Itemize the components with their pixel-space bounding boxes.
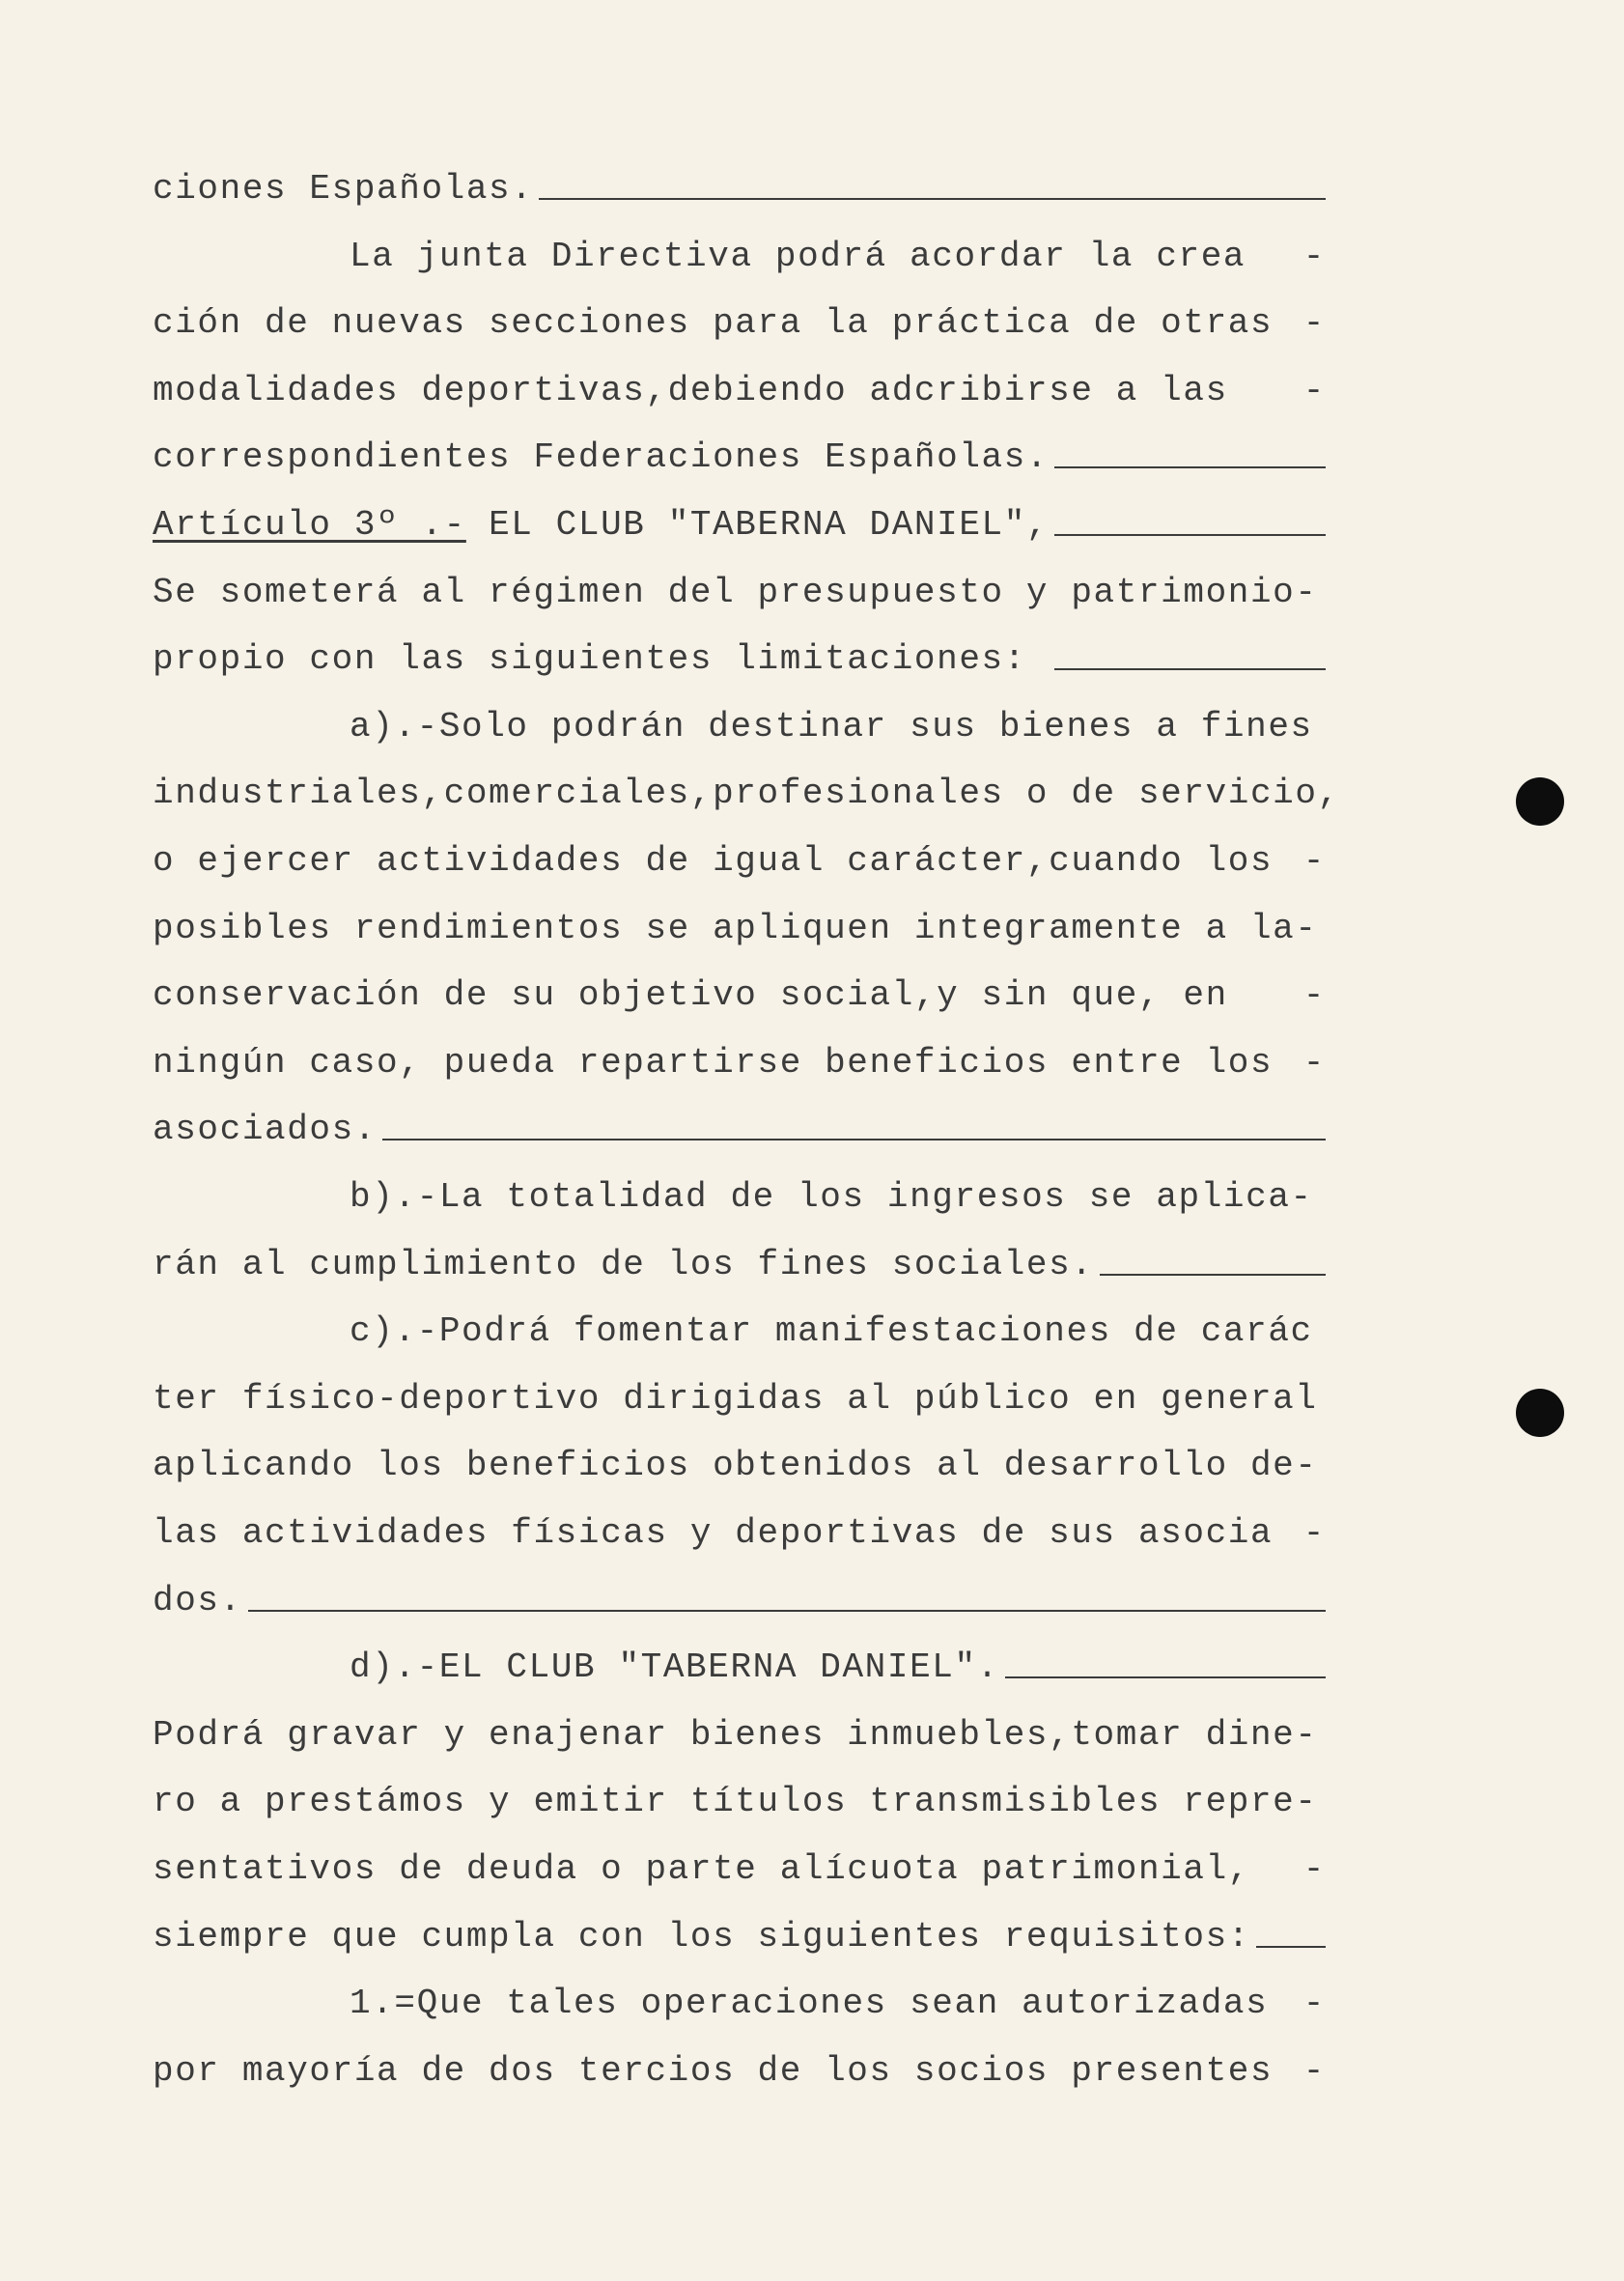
line-text: dos.	[153, 1580, 242, 1620]
text-line	[350, 1305, 1326, 1353]
line-end-dash: -	[1302, 370, 1326, 410]
text-line	[153, 1238, 1326, 1286]
line-text: propio con las siguientes limitaciones:	[153, 639, 1050, 680]
text-line	[153, 767, 1340, 815]
line-text: asociados.	[153, 1110, 378, 1150]
line-text: b).-La totalidad de los ingresos se aplica-	[350, 1177, 1313, 1217]
line-text: c).-Podrá fomentar manifestaciones de carác	[350, 1311, 1313, 1352]
text-line	[153, 1775, 1326, 1823]
filler-rule	[1054, 466, 1326, 468]
line-text: ro a prestámos y emitir títulos transmisibles repre-	[153, 1782, 1318, 1822]
filler-rule	[248, 1610, 1326, 1612]
article-heading: Artículo 3º .-	[153, 505, 466, 545]
text-line	[350, 1641, 1326, 1689]
text-line	[153, 498, 1326, 547]
line-text: posibles rendimientos se apliquen integramente a la-	[153, 908, 1318, 948]
line-end-dash: -	[1302, 841, 1326, 881]
line-text: ter físico-deportivo dirigidas al público en general	[153, 1378, 1318, 1419]
line-end-dash: -	[1302, 2050, 1326, 2091]
line-text: sentativos de deuda o parte alícuota patrimonial,	[153, 1849, 1250, 1889]
text-line	[153, 431, 1326, 479]
line-text: 1.=Que tales operaciones sean autorizadas	[350, 1984, 1269, 2024]
line-end-dash: -	[1302, 236, 1326, 276]
text-line	[153, 834, 1326, 883]
text-line	[153, 1843, 1326, 1891]
line-end-dash: -	[1302, 1984, 1326, 2024]
line-text: rán al cumplimiento de los fines sociales.	[153, 1244, 1094, 1284]
line-text: las actividades físicas y deportivas de sus asocia	[153, 1513, 1274, 1553]
line-text: ciones Españolas.	[153, 169, 534, 209]
text-line	[153, 969, 1326, 1017]
text-line	[153, 1507, 1326, 1555]
text-line	[153, 364, 1326, 412]
line-text: a).-Solo podrán destinar sus bienes a fines	[350, 706, 1313, 746]
line-text: La junta Directiva podrá acordar la crea	[350, 236, 1246, 276]
line-end-dash: -	[1302, 1849, 1326, 1889]
line-text: por mayoría de dos tercios de los socios presentes	[153, 2050, 1274, 2091]
text-line	[153, 1910, 1326, 1958]
line-text: ningún caso, pueda repartirse beneficios entre los	[153, 1042, 1274, 1083]
line-text: aplicando los beneficios obtenidos al desarrollo de-	[153, 1446, 1318, 1486]
filler-rule	[1054, 668, 1326, 670]
filler-rule	[1054, 534, 1326, 536]
line-text: Podrá gravar y enajenar bienes inmuebles,tomar dine-	[153, 1714, 1318, 1755]
filler-rule	[382, 1139, 1326, 1140]
text-line	[153, 1103, 1326, 1151]
line-text: conservación de su objetivo social,y sin que, en	[153, 975, 1228, 1016]
text-line	[153, 162, 1326, 211]
text-line	[153, 2044, 1326, 2093]
filler-rule	[539, 198, 1326, 200]
text-line	[153, 633, 1326, 681]
text-line	[350, 700, 1326, 748]
punch-hole-top	[1516, 777, 1564, 826]
line-end-dash: -	[1302, 1042, 1326, 1083]
punch-hole-bottom	[1516, 1389, 1564, 1437]
line-text: EL CLUB "TABERNA DANIEL",	[465, 505, 1050, 545]
line-text: ción de nuevas secciones para la práctica de otras	[153, 303, 1274, 344]
text-line	[153, 902, 1326, 950]
line-text: siempre que cumpla con los siguientes requisitos:	[153, 1916, 1250, 1957]
text-line	[350, 230, 1326, 278]
line-text: correspondientes Federaciones Españolas.	[153, 437, 1050, 478]
text-line	[153, 1708, 1326, 1757]
line-text: Se someterá al régimen del presupuesto y patrimonio-	[153, 572, 1318, 612]
line-end-dash: -	[1302, 303, 1326, 344]
filler-rule	[1256, 1946, 1326, 1948]
text-line	[350, 1170, 1326, 1219]
text-line	[153, 296, 1326, 345]
line-text: d).-EL CLUB "TABERNA DANIEL".	[350, 1647, 999, 1688]
text-line	[153, 1439, 1326, 1487]
line-end-dash: -	[1302, 1513, 1326, 1553]
text-line	[153, 566, 1326, 614]
text-line	[153, 1036, 1326, 1084]
text-line	[350, 1977, 1326, 2025]
line-end-dash: -	[1302, 975, 1326, 1016]
line-text: o ejercer actividades de igual carácter,cuando los	[153, 841, 1274, 881]
line-text: industriales,comerciales,profesionales o de servicio,	[153, 774, 1340, 814]
filler-rule	[1100, 1274, 1326, 1276]
text-line	[153, 1372, 1326, 1421]
filler-rule	[1005, 1676, 1326, 1678]
line-text: modalidades deportivas,debiendo adcribirse a las	[153, 370, 1228, 410]
text-line	[153, 1574, 1326, 1622]
